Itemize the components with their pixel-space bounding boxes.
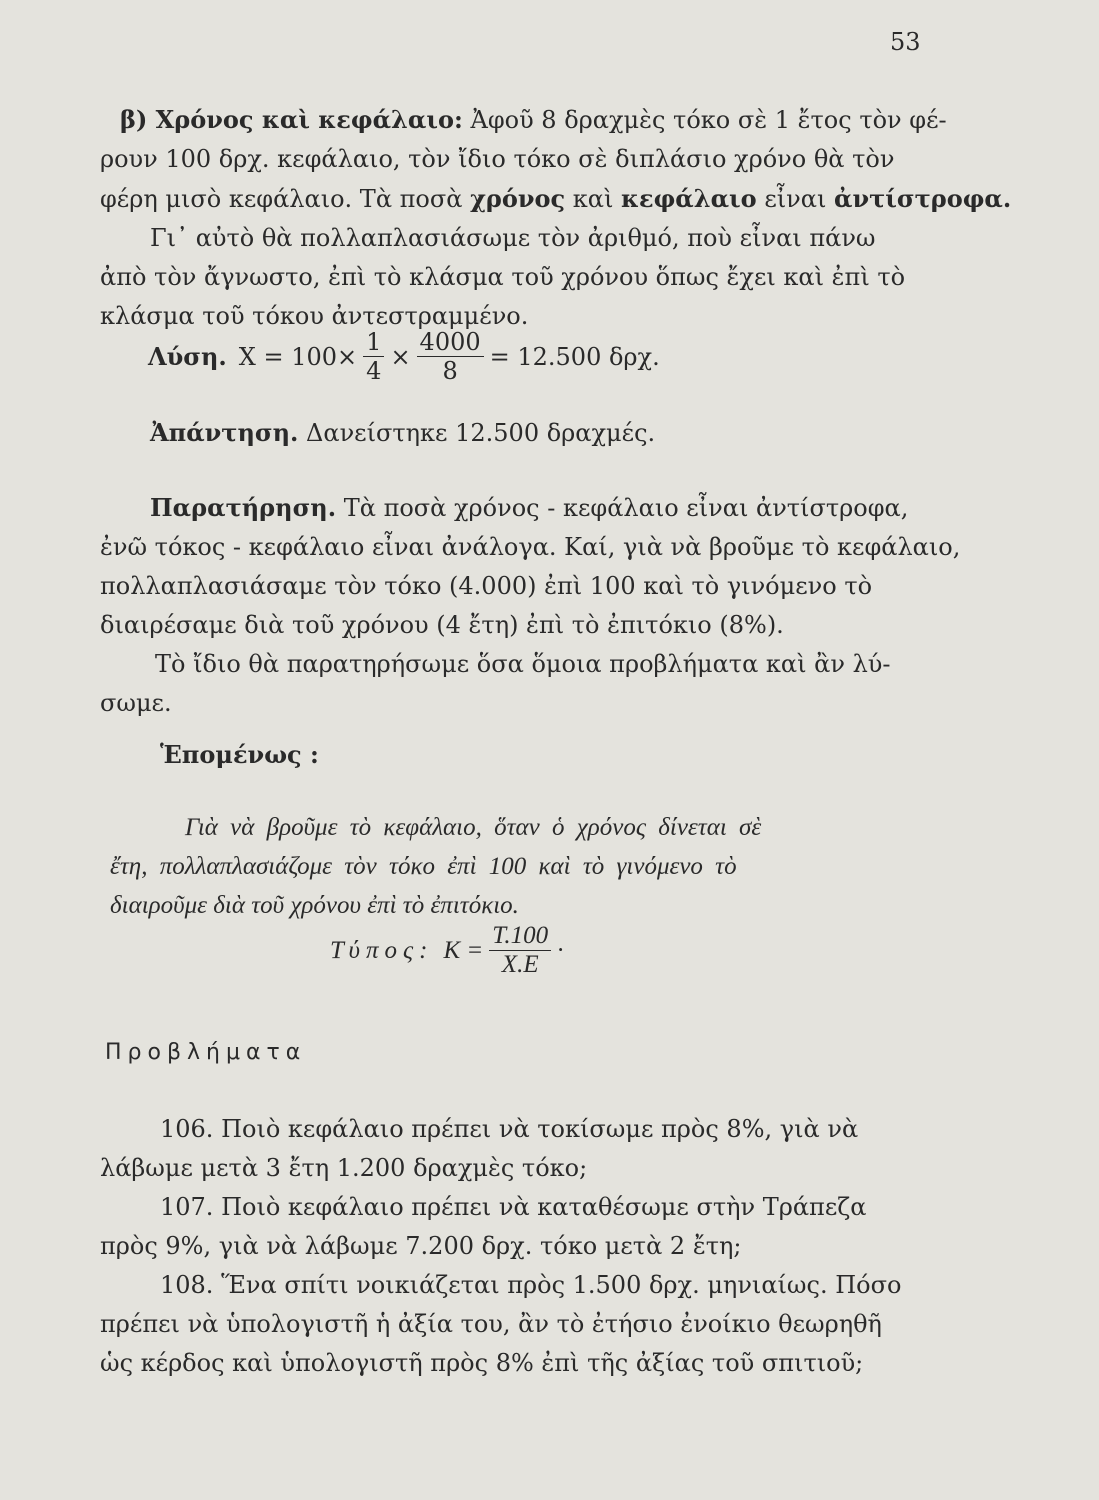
fraction: $\frac{T.100}{X.E}$ xyxy=(489,922,551,979)
section-label: β) Χρόνος καὶ κεφάλαιο: xyxy=(120,105,463,134)
page-number: 53 xyxy=(890,28,921,56)
paragraph-line: κλάσμα τοῦ τόκου ἀντεστραμμένο. xyxy=(100,302,529,330)
observation-paragraph xyxy=(100,488,961,723)
paragraph-line: διαιρέσαμε διὰ τοῦ χρόνου (4 ἔτη) ἐπὶ τὸ ἐπιτόκιο (8%). xyxy=(100,611,784,639)
problem-107-cont: πρὸς 9%, γιὰ νὰ λάβωμε 7.200 δρχ. τόκο μετὰ 2 ἔτη; xyxy=(100,1232,742,1260)
capital-formula: Τύπος: K = $\frac{T.100}{X.E}$ · xyxy=(330,922,564,978)
section-time-capital xyxy=(100,100,1012,336)
paragraph-line: Παρατήρηση. Τὰ ποσὰ χρόνος - κεφάλαιο εἶναι ἀντίστροφα, xyxy=(150,493,909,522)
paragraph-line: σωμε. xyxy=(100,689,172,717)
paragraph-line: Γι᾽ αὐτὸ θὰ πολλαπλασιάσωμε τὸν ἀριθμό, ποὺ εἶναι πάνω xyxy=(150,224,876,252)
formula-label: Τύπος: xyxy=(330,936,434,964)
paragraph-line: ἐνῶ τόκος - κεφάλαιο εἶναι ἀνάλογα. Καί, γιὰ νὰ βροῦμε τὸ κεφάλαιο, xyxy=(100,533,961,561)
solution-formula: Λύση. X = 100× $\frac{1}{4}$ × $\frac{4000}{8}$ = 12.500 δρχ. xyxy=(148,328,660,385)
solution-label: Λύση. xyxy=(148,342,227,371)
paragraph-line: ἀπὸ τὸν ἄγνωστο, ἐπὶ τὸ κλάσμα τοῦ χρόνου ὅπως ἔχει καὶ ἐπὶ τὸ xyxy=(100,263,906,291)
answer-label: Ἀπάντηση. xyxy=(150,418,299,447)
paragraph-line: Γιὰ νὰ βροῦμε τὸ κεφάλαιο, ὅταν ὁ χρόνος δίνεται σὲ xyxy=(185,814,762,841)
problem-108-cont: πρέπει νὰ ὑπολογιστῆ ἡ ἀξία του, ἂν τὸ ἐτήσιο ἐνοίκιο θεωρηθῆ xyxy=(100,1310,882,1338)
rule-paragraph xyxy=(100,808,940,925)
paragraph-line: Τὸ ἴδιο θὰ παρατηρήσωμε ὅσα ὅμοια προβλήματα καὶ ἂν λύ- xyxy=(155,650,891,678)
therefore-heading: Ἑπομένως : xyxy=(160,740,319,769)
paragraph-line: β) Χρόνος καὶ κεφάλαιο: Ἀφοῦ 8 δραχμὲς τόκο σὲ 1 ἔτος τὸν φέ- xyxy=(120,105,947,134)
paragraph-line: πολλαπλασιάσαμε τὸν τόκο (4.000) ἐπὶ 100 καὶ τὸ γινόμενο τὸ xyxy=(100,572,873,600)
paragraph-line: ἔτη, πολλαπλασιάζομε τὸν τόκο ἐπὶ 100 καὶ τὸ γινόμενο τὸ xyxy=(110,853,737,880)
problem-107: 107. Ποιὸ κεφάλαιο πρέπει νὰ καταθέσωμε στὴν Τράπεζα xyxy=(160,1193,867,1221)
problem-106: 106. Ποιὸ κεφάλαιο πρέπει νὰ τοκίσωμε πρὸς 8%, γιὰ νὰ xyxy=(160,1115,859,1143)
paragraph-line: φέρη μισὸ κεφάλαιο. Τὰ ποσὰ χρόνος καὶ κεφάλαιο εἶναι ἀντίστροφα. xyxy=(100,184,1012,213)
problem-106-cont: λάβωμε μετὰ 3 ἔτη 1.200 δραχμὲς τόκο; xyxy=(100,1154,588,1182)
fraction: $\frac{4000}{8}$ xyxy=(417,328,484,385)
observation-label: Παρατήρηση. xyxy=(150,493,337,522)
problems-heading: Προβλήματα xyxy=(105,1040,307,1065)
problems-list xyxy=(100,1110,940,1383)
paragraph-line: διαιροῦμε διὰ τοῦ χρόνου ἐπὶ τὸ ἐπιτόκιο. xyxy=(110,892,519,919)
fraction: $\frac{1}{4}$ xyxy=(363,328,384,385)
problem-108: 108. Ἕνα σπίτι νοικιάζεται πρὸς 1.500 δρχ. μηνιαίως. Πόσο xyxy=(160,1271,902,1299)
paragraph-line: ρουν 100 δρχ. κεφάλαιο, τὸν ἴδιο τόκο σὲ διπλάσιο χρόνο θὰ τὸν xyxy=(100,145,895,173)
answer-line: Ἀπάντηση. Δανείστηκε 12.500 δραχμές. xyxy=(150,418,656,447)
problem-108-cont: ὡς κέρδος καὶ ὑπολογιστῆ πρὸς 8% ἐπὶ τῆς ἀξίας τοῦ σπιτιοῦ; xyxy=(100,1349,864,1377)
